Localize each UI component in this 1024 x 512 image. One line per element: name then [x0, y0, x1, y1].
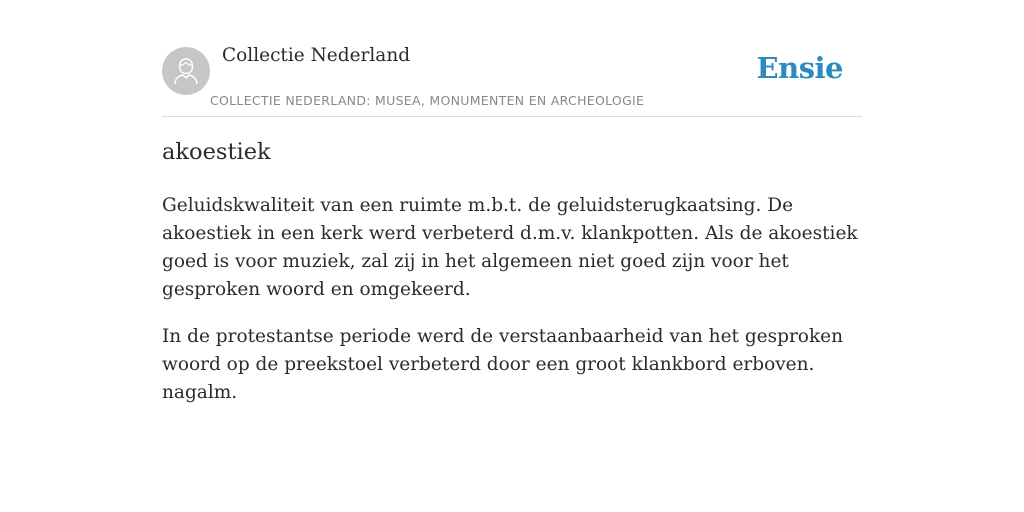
author-name[interactable]: Collectie Nederland	[222, 45, 411, 66]
entry-paragraph: In de protestantse periode werd de verstaanbaarheid van het gesproken woord op de preekstoel verbeterd door een groot klankbord erboven. nagalm.	[162, 326, 844, 403]
page	[162, 0, 862, 403]
entry-body	[162, 192, 862, 426]
user-silhouette-icon	[171, 56, 201, 86]
author-avatar[interactable]	[162, 47, 210, 95]
entry-paragraph: Geluidskwaliteit van een ruimte m.b.t. de geluidsterugkaatsing. De akoestiek in een kerk werd verbeterd d.m.v. klankpotten. Als de akoestiek goed is voor muziek, zal zij in het algemeen niet goed zijn voor het gesproken woord en omgekeerd.	[162, 195, 858, 300]
source-name[interactable]: COLLECTIE NEDERLAND: MUSEA, MONUMENTEN EN ARCHEOLOGIE	[210, 93, 645, 108]
entry-header	[162, 0, 862, 117]
entry-term: akoestiek	[162, 139, 271, 165]
brand-logo[interactable]: Ensie	[756, 51, 843, 85]
